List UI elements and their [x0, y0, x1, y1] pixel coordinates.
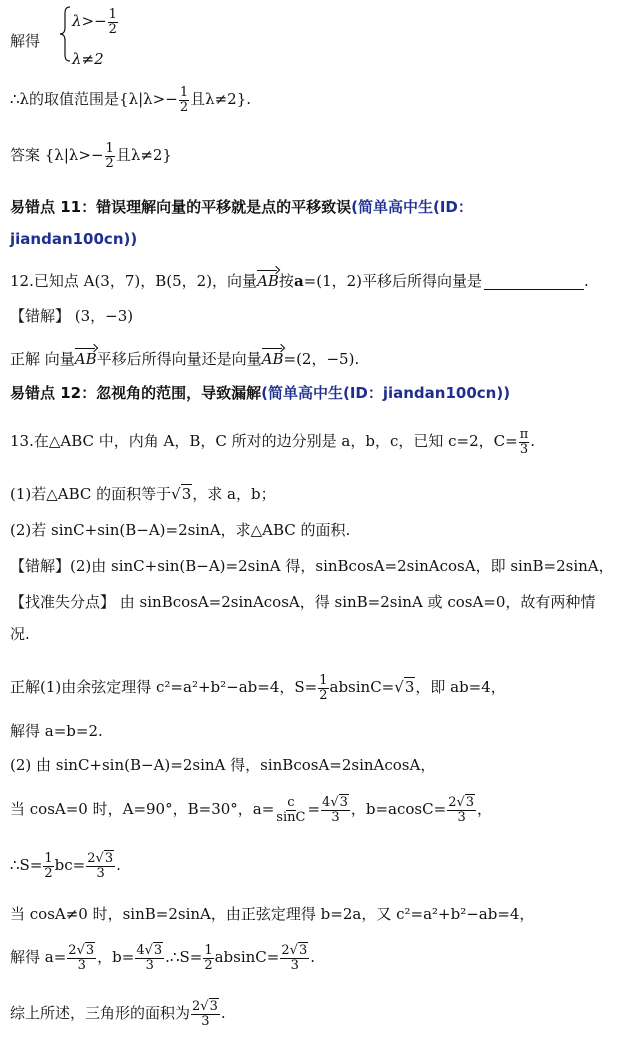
area-case-1: ∴S= $\frac{1}{2}$ bc= $\frac{2√3}{3}$ .	[10, 851, 121, 881]
correct-solution-13-part-1: 正解(1)由余弦定理得 c²=a²+b²−ab=4，S= $\frac{1}{2}$ absinC=√3，即 ab=4，	[10, 673, 506, 703]
fraction: $\frac{2√3}{3}$	[87, 851, 114, 881]
fraction: $\frac{1}{2}$	[108, 7, 117, 37]
fraction: $\frac{1}{2}$	[319, 673, 328, 703]
vector-ab: AB	[74, 350, 97, 368]
line-1	[10, 32, 40, 50]
system-top: λ>− $\frac{1}{2}$	[72, 7, 117, 37]
area-case-2: 解得 a= $\frac{2√3}{3}$ ，b= $\frac{4√3}{3}$ .∴S= $\frac{1}{2}$ absinC= $\frac{2√3}{3}$ .	[10, 943, 315, 973]
fraction: $\frac{2√3}{3}$	[281, 943, 308, 973]
fraction: $\frac{1}{2}$	[179, 85, 189, 115]
system-bottom: λ≠2	[72, 50, 104, 68]
problem-13: 13.在△ABC 中，内角 A，B，C 所对的边分别是 a，b，c，已知 c=2，C= $\frac{\pi}{3}$ .	[10, 427, 536, 457]
sqrt: √3	[394, 678, 415, 697]
vector-ab: AB	[261, 350, 284, 368]
problem-13-part-1: (1)若△ABC 的面积等于√3，求 a，b；	[10, 485, 276, 503]
source-tag: jiandan100cn))	[10, 230, 138, 248]
sqrt: √3	[171, 485, 192, 503]
wrong-solution-12: 【错解】 (3，−3)	[10, 307, 134, 325]
vector-ab: AB	[257, 272, 279, 290]
error-point-12-heading: 易错点 12：忽视角的范围，导致漏解(简单高中生(ID：jiandan100cn))	[10, 384, 511, 402]
problem-13-part-2: (2)若 sinC+sin(B−A)=2sinA，求△ABC 的面积.	[10, 521, 351, 539]
problem-12: 12.已知点 A(3，7)，B(5，2)，向量AB按a=(1，2)平移后所得向量是 .	[10, 272, 589, 290]
fraction: $\frac{2√3}{3}$	[68, 943, 95, 973]
case-cosA-zero: 当 cosA=0 时，A=90°，B=30°，a= $\frac{c}{\sin C}$ = $\frac{4√3}{3}$ ，b=acosC= $\frac{2√3}{3}$ ，	[10, 795, 493, 825]
solve-label: 解得	[10, 32, 41, 50]
fraction: $\frac{2√3}{3}$	[192, 999, 218, 1029]
fraction: $\frac{c}{\sin C}$	[276, 795, 306, 825]
correct-solution-12: 正解 向量AB平移后所得向量还是向量AB=(2，−5).	[10, 350, 360, 368]
fraction: $\frac{4√3}{3}$	[136, 943, 163, 973]
fraction: $\frac{2√3}{3}$	[448, 795, 475, 825]
line-2: ∴λ的取值范围是{λ|λ>− $\frac{1}{2}$ 且λ≠2}.	[10, 85, 252, 115]
fraction: $\frac{4√3}{3}$	[322, 795, 348, 825]
fraction: $\frac{1}{2}$	[105, 141, 114, 171]
wrong-solution-13: 【错解】(2)由 sinC+sin(B−A)=2sinA 得，sinBcosA=2sinAcosA，即 sinB=2sinA，	[10, 557, 614, 575]
case-cosA-nonzero: 当 cosA≠0 时，sinB=2sinA，由正弦定理得 b=2a，又 c²=a²+b²−ab=4，	[10, 905, 535, 923]
error-analysis: 【找准失分点】 由 sinBcosA=2sinAcosA，得 sinB=2sinA 或 cosA=0，故有两种情	[10, 593, 596, 611]
error-analysis-cont: 况.	[10, 625, 30, 643]
solution-result: 解得 a=b=2.	[10, 722, 103, 740]
error-point-11-heading: 易错点 11：错误理解向量的平移就是点的平移致误(简单高中生(ID：	[10, 198, 473, 216]
correct-solution-13-part-2: (2) 由 sinC+sin(B−A)=2sinA 得，sinBcosA=2sinAcosA，	[10, 756, 436, 774]
answer-blank	[484, 289, 584, 290]
brace-icon	[58, 6, 72, 62]
fraction: $\frac{1}{2}$	[44, 851, 53, 881]
answer-line: 答案 {λ|λ>− $\frac{1}{2}$ 且λ≠2}	[10, 141, 172, 171]
fraction: $\frac{1}{2}$	[204, 943, 213, 973]
conclusion: 综上所述，三角形的面积为 $\frac{2√3}{3}$ .	[10, 999, 226, 1029]
fraction: $\frac{\pi}{3}$	[519, 427, 529, 457]
